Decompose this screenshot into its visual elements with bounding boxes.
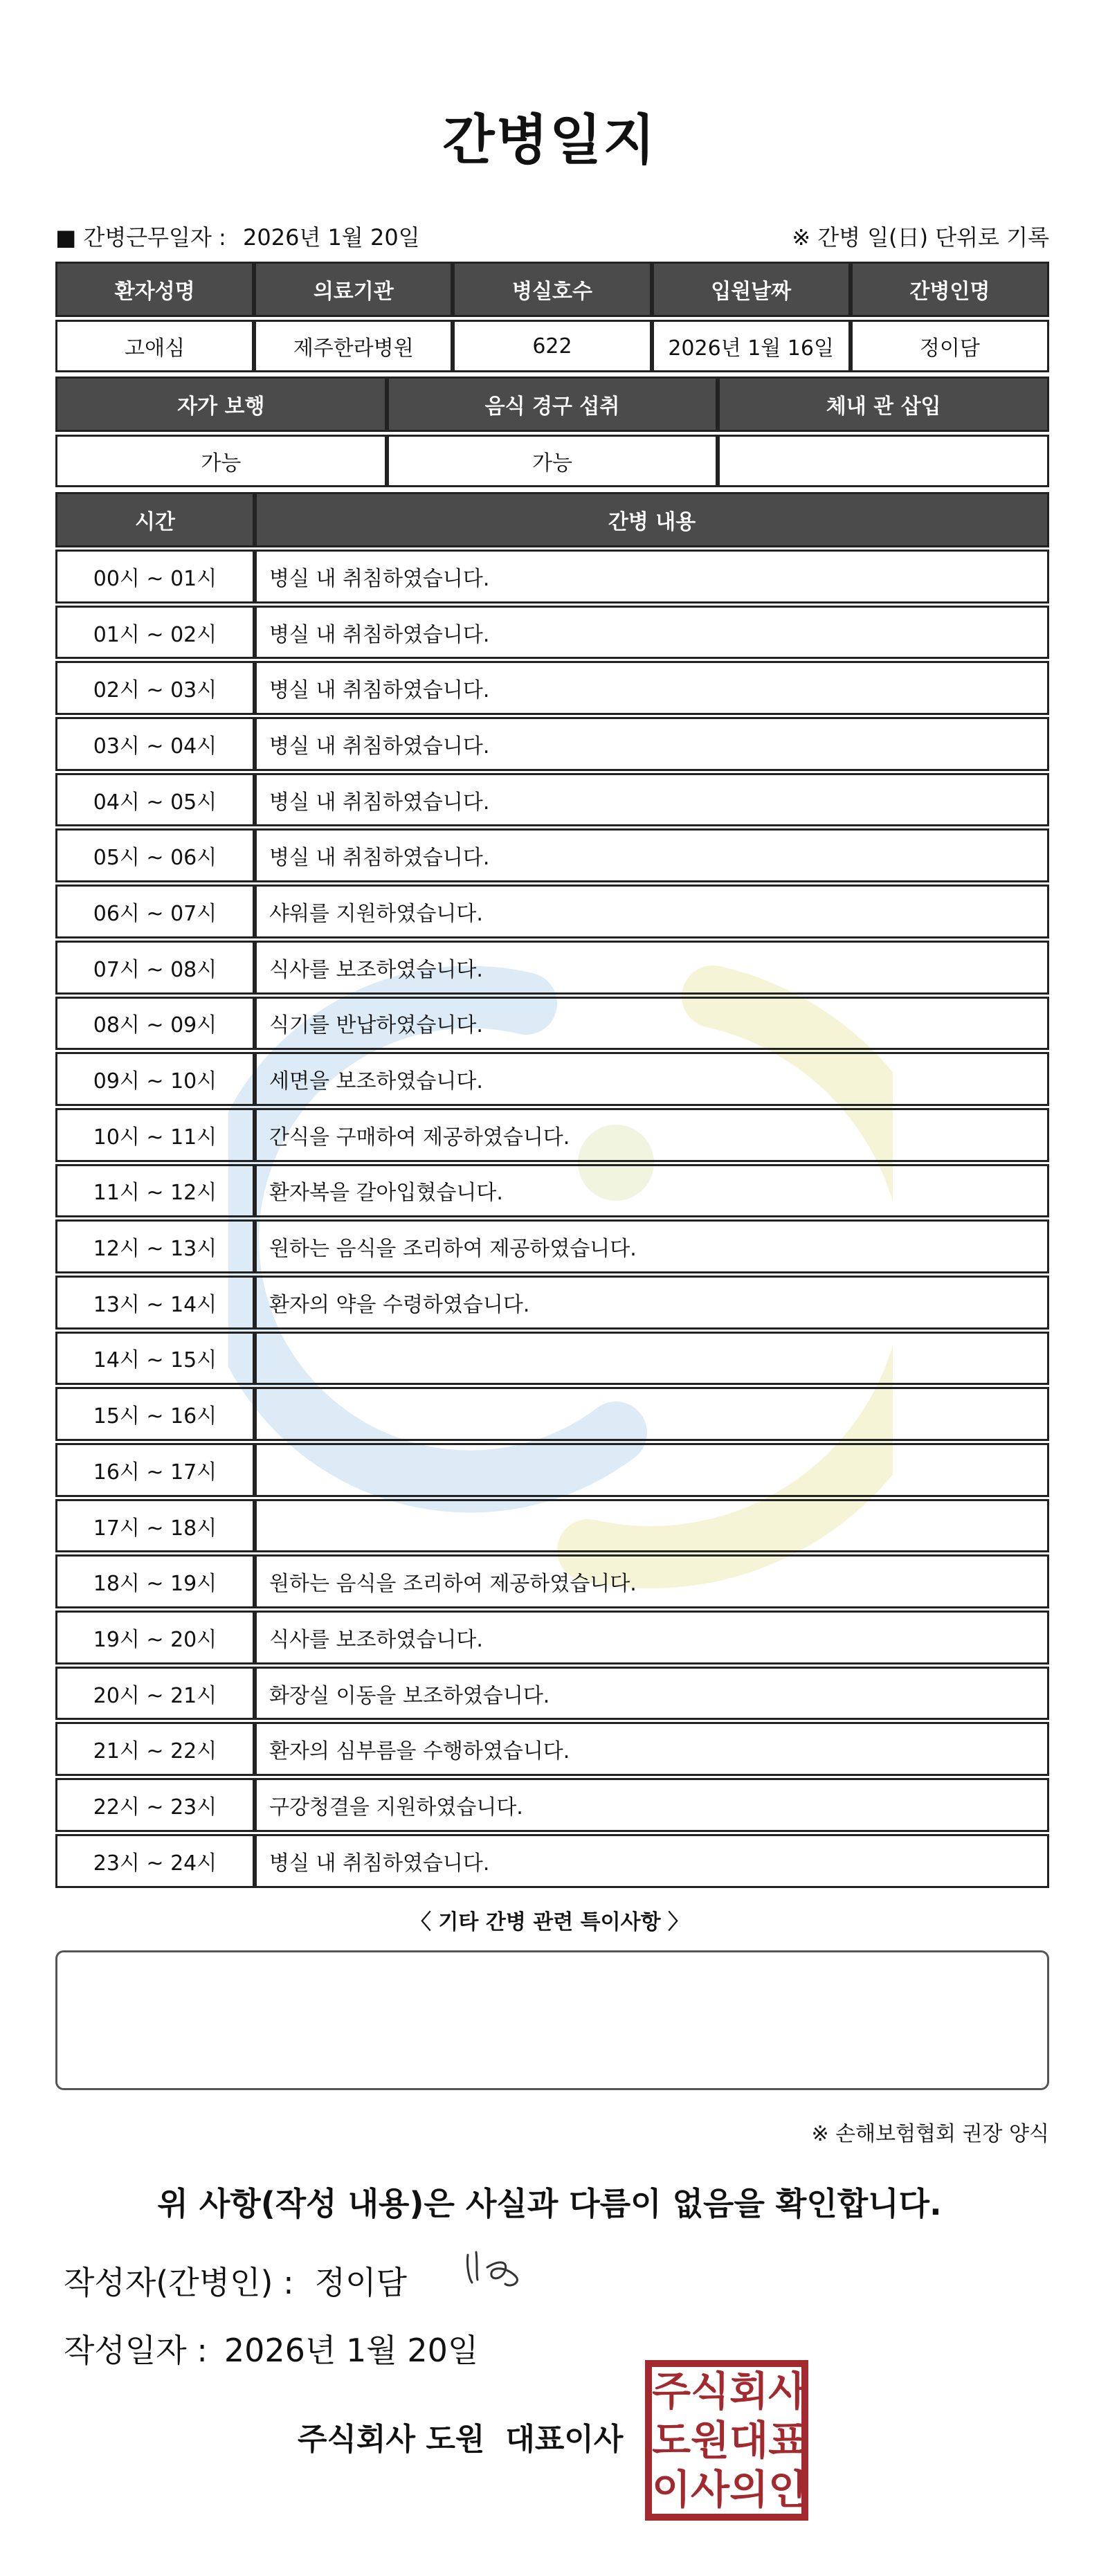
- notes-title: 〈 기타 간병 관련 특이사항 〉: [410, 1910, 689, 1934]
- time-slot: 00시 ~ 01시: [55, 550, 255, 604]
- care-content: 병실 내 취침하였습니다.: [255, 773, 1049, 827]
- work-date-value: 2026년 1월 20일: [243, 224, 420, 251]
- care-content: 병실 내 취침하였습니다.: [255, 717, 1049, 771]
- care-log-body: [55, 550, 1049, 1888]
- header-caregiver: 간병인명: [851, 262, 1049, 317]
- table-row: [55, 885, 1049, 938]
- header-tube-insertion: 체내 관 삽입: [718, 377, 1049, 432]
- patient-info-value-row: [55, 320, 1049, 372]
- time-slot: 13시 ~ 14시: [55, 1276, 255, 1330]
- time-slot: 15시 ~ 16시: [55, 1387, 255, 1441]
- ceo-title: 대표이사: [505, 2422, 624, 2457]
- care-content: 환자복을 갈아입혔습니다.: [255, 1164, 1049, 1218]
- table-row: [55, 1667, 1049, 1721]
- care-log-table: [55, 490, 1049, 1890]
- care-content: 샤워를 지원하였습니다.: [255, 885, 1049, 938]
- care-content: 세면을 보조하였습니다.: [255, 1052, 1049, 1106]
- table-row: [55, 1834, 1049, 1888]
- header-care-content: 간병 내용: [255, 492, 1049, 547]
- table-row: [55, 1443, 1049, 1497]
- time-slot: 16시 ~ 17시: [55, 1443, 255, 1497]
- care-content: 병실 내 취침하였습니다.: [255, 550, 1049, 604]
- patient-status-table: [55, 374, 1049, 490]
- time-slot: 04시 ~ 05시: [55, 773, 255, 827]
- table-row: [55, 1778, 1049, 1832]
- notes-box[interactable]: [55, 1950, 1049, 2090]
- care-content: 병실 내 취침하였습니다.: [255, 828, 1049, 882]
- time-slot: 22시 ~ 23시: [55, 1778, 255, 1832]
- table-row: [55, 606, 1049, 660]
- table-row: [55, 1499, 1049, 1553]
- care-content: 병실 내 취침하였습니다.: [255, 661, 1049, 715]
- care-content: 식사를 보조하였습니다.: [255, 1611, 1049, 1665]
- table-row: [55, 717, 1049, 771]
- time-slot: 12시 ~ 13시: [55, 1219, 255, 1273]
- seal-char: 인: [768, 2465, 808, 2513]
- table-row: [55, 1219, 1049, 1273]
- patient-info-header-row: [55, 262, 1049, 317]
- header-time: 시간: [55, 492, 255, 547]
- time-slot: 21시 ~ 22시: [55, 1722, 255, 1776]
- care-content: 환자의 심부름을 수행하였습니다.: [255, 1722, 1049, 1776]
- time-slot: 18시 ~ 19시: [55, 1554, 255, 1608]
- seal-char: 회: [729, 2368, 769, 2415]
- header-hospital: 의료기관: [254, 262, 453, 317]
- care-log-header-row: [55, 492, 1049, 547]
- time-slot: 01시 ~ 02시: [55, 606, 255, 660]
- table-row: [55, 1052, 1049, 1106]
- care-content: 화장실 이동을 보조하였습니다.: [255, 1667, 1049, 1721]
- time-slot: 02시 ~ 03시: [55, 661, 255, 715]
- table-row: [55, 1276, 1049, 1330]
- time-slot: 09시 ~ 10시: [55, 1052, 255, 1106]
- caregiver-name: 정이담: [851, 320, 1049, 372]
- seal-char: 원: [691, 2416, 730, 2464]
- care-content: 원하는 음식을 조리하여 제공하였습니다.: [255, 1554, 1049, 1608]
- table-row: [55, 997, 1049, 1051]
- room-number: 622: [453, 320, 651, 372]
- care-content: 병실 내 취침하였습니다.: [255, 606, 1049, 660]
- patient-status-value-row: [55, 435, 1049, 487]
- time-slot: 20시 ~ 21시: [55, 1667, 255, 1721]
- written-date-line: [64, 2325, 478, 2371]
- signature-icon: [460, 2240, 536, 2298]
- care-content: [255, 1499, 1049, 1553]
- time-slot: 06시 ~ 07시: [55, 885, 255, 938]
- seal-char: 표: [768, 2416, 808, 2464]
- seal-char: 도: [652, 2416, 691, 2464]
- seal-char: 이: [652, 2465, 691, 2513]
- time-slot: 05시 ~ 06시: [55, 828, 255, 882]
- header-self-walking: 자가 보행: [55, 377, 387, 432]
- patient-name: 고애심: [55, 320, 254, 372]
- care-content: [255, 1387, 1049, 1441]
- table-row: [55, 1611, 1049, 1665]
- care-content: 식사를 보조하였습니다.: [255, 941, 1049, 995]
- table-row: [55, 1108, 1049, 1162]
- work-date-label: ■ 간병근무일자 :: [55, 224, 226, 251]
- form-note: ※ 손해보험협회 권장 양식: [811, 2122, 1049, 2146]
- table-row: [55, 828, 1049, 882]
- admission-date: 2026년 1월 16일: [652, 320, 851, 372]
- care-content: 간식을 구매하여 제공하였습니다.: [255, 1108, 1049, 1162]
- time-slot: 11시 ~ 12시: [55, 1164, 255, 1218]
- seal-char: 식: [691, 2368, 730, 2415]
- seal-char: 사: [691, 2465, 730, 2513]
- company-seal: [645, 2360, 808, 2521]
- time-slot: 14시 ~ 15시: [55, 1332, 255, 1386]
- care-content: 식기를 반납하였습니다.: [255, 997, 1049, 1051]
- table-row: [55, 1722, 1049, 1776]
- hospital-name: 제주한라병원: [254, 320, 453, 372]
- care-content: [255, 1332, 1049, 1386]
- patient-status-header-row: [55, 377, 1049, 432]
- header-oral-intake: 음식 경구 섭취: [387, 377, 718, 432]
- seal-char: 의: [729, 2465, 769, 2513]
- table-row: [55, 941, 1049, 995]
- seal-char: 대: [729, 2416, 769, 2464]
- self-walking-value: 가능: [55, 435, 387, 487]
- seal-char: 사: [768, 2368, 808, 2415]
- oral-intake-value: 가능: [387, 435, 718, 487]
- care-content: 원하는 음식을 조리하여 제공하였습니다.: [255, 1219, 1049, 1273]
- header-patient-name: 환자성명: [55, 262, 254, 317]
- header-room: 병실호수: [453, 262, 651, 317]
- care-content: [255, 1443, 1049, 1497]
- unit-note: ※ 간병 일(日) 단위로 기록: [792, 224, 1049, 251]
- header-admission-date: 입원날짜: [652, 262, 851, 317]
- written-date-label: 작성일자 :: [64, 2332, 208, 2369]
- writer-name: 정이담: [314, 2264, 407, 2301]
- time-slot: 17시 ~ 18시: [55, 1499, 255, 1553]
- work-date: [55, 220, 420, 252]
- care-content: 병실 내 취침하였습니다.: [255, 1834, 1049, 1888]
- time-slot: 03시 ~ 04시: [55, 717, 255, 771]
- writer-line: [64, 2258, 407, 2303]
- table-row: [55, 1332, 1049, 1386]
- company-line: [298, 2414, 623, 2458]
- page-title: 간병일지: [442, 109, 657, 172]
- table-row: [55, 550, 1049, 604]
- table-row: [55, 661, 1049, 715]
- table-row: [55, 773, 1049, 827]
- patient-info-table: [55, 259, 1049, 375]
- table-row: [55, 1164, 1049, 1218]
- time-slot: 10시 ~ 11시: [55, 1108, 255, 1162]
- time-slot: 07시 ~ 08시: [55, 941, 255, 995]
- time-slot: 19시 ~ 20시: [55, 1611, 255, 1665]
- writer-label: 작성자(간병인) :: [64, 2264, 294, 2301]
- tube-insertion-value: [718, 435, 1049, 487]
- care-content: 환자의 약을 수령하였습니다.: [255, 1276, 1049, 1330]
- company-name: 주식회사 도원: [298, 2422, 485, 2457]
- time-slot: 08시 ~ 09시: [55, 997, 255, 1051]
- care-content: 구강청결을 지원하였습니다.: [255, 1778, 1049, 1832]
- table-row: [55, 1387, 1049, 1441]
- table-row: [55, 1554, 1049, 1608]
- time-slot: 23시 ~ 24시: [55, 1834, 255, 1888]
- seal-char: 주: [652, 2368, 691, 2415]
- confirmation-statement: 위 사항(작성 내용)은 사실과 다름이 없음을 확인합니다.: [157, 2185, 942, 2222]
- written-date-value: 2026년 1월 20일: [224, 2332, 479, 2369]
